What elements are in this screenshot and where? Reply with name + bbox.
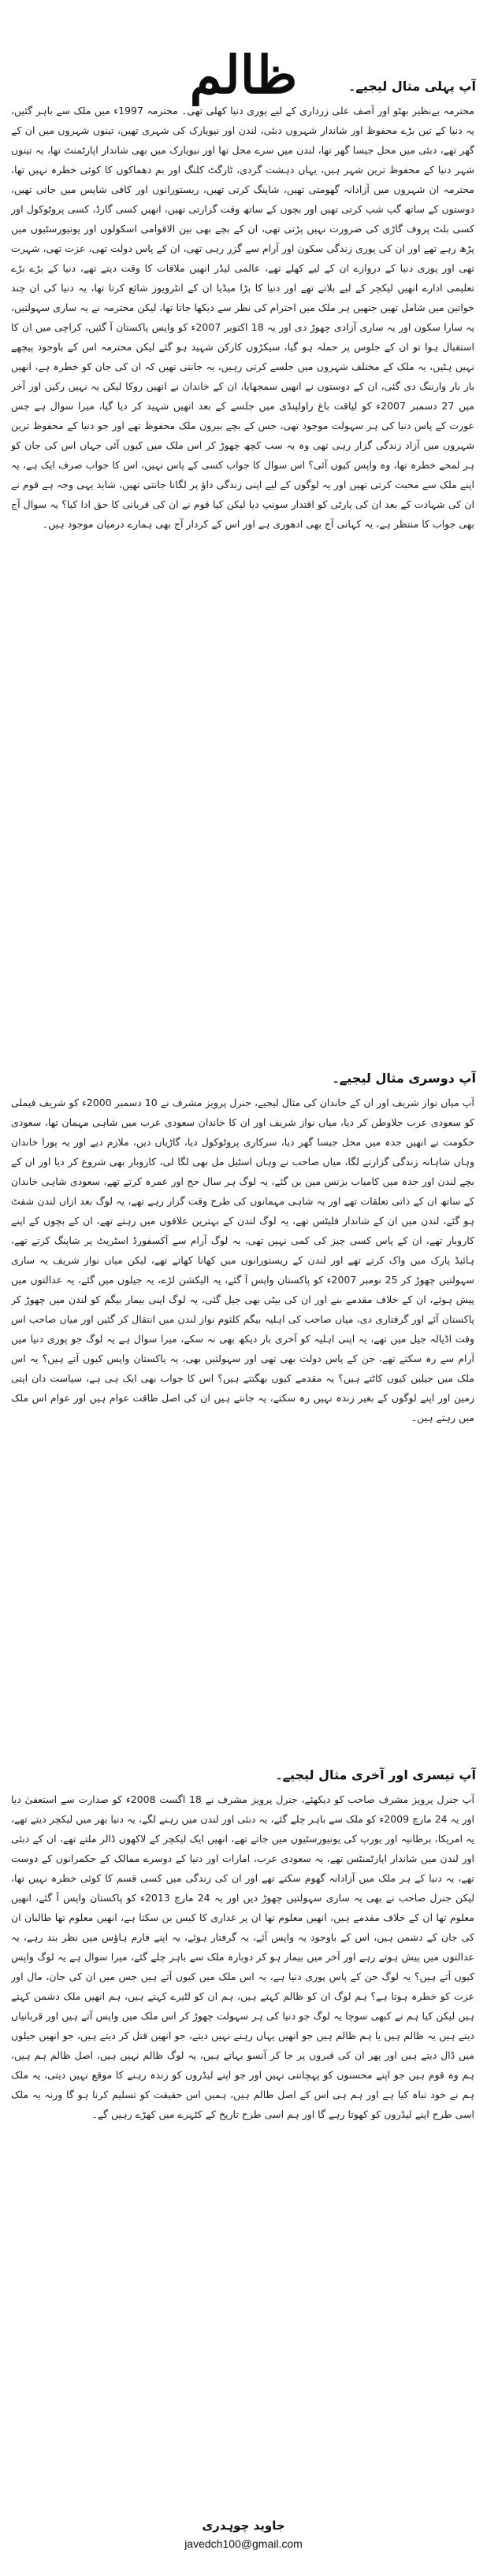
author-email[interactable]: javedch100@gmail.com: [184, 2537, 303, 2550]
section-1-title: آپ پہلی مثال لیجیے۔: [348, 79, 476, 94]
section-2-title: آپ دوسری مثال لیجیے۔: [332, 1071, 476, 1086]
section-2-body: آپ میاں نواز شریف اور ان کے خاندان کی مثال لیجیے، جنرل پرویز مشرف نے 10 دسمبر 2000ء کو شریف فیملی کو سعودی عرب جلاوطن کر دیا، میاں نواز شریف اور ان کا خاندان سعودی عرب میں شاہی مہمان تھا، سعودی حکومت نے انھیں جدہ میں محل جیسا گھر دیا، سرکاری پروٹوکول دیا، گاڑیاں دیں، ملازم دیے اور یہ پورا خاندان وہاں شاہانہ زندگی گزارنے لگا، میاں صاحب نے وہاں اسٹیل مل بھی لگا لی، کاروبار بھی شروع کر دیا اور ان کے بچے لندن اور جدہ میں کامیاب بزنس مین بن گئے، یہ لوگ ہر سال حج اور عمرہ کرتے تھے، سعودی شاہی خاندان کے ساتھ ان کے ذاتی تعلقات تھے اور یہ شاہی مہمانوں کی طرح وقت گزار رہے تھے، یہ لوگ بعد ازاں لندن شفٹ ہو گئے، لندن میں ان کے شاندار فلیٹس تھے، یہ لوگ لندن کے بہترین علاقوں میں رہتے تھے، ان کے بچوں کے اپنے کاروبار تھے، ان کے پاس کسی چیز کی کمی نہیں تھی، یہ لوگ آرام سے آکسفورڈ اسٹریٹ پر شاپنگ کرتے تھے، ہائیڈ پارک میں واک کرتے تھے اور لندن کے ریستورانوں میں کھانا کھاتے تھے، لیکن میاں نواز شریف یہ ساری سہولتیں چھوڑ کر 25 نومبر 2007ء کو پاکستان واپس آ گئے، یہ الیکشن لڑے، یہ جیلوں میں گئے، یہ عدالتوں میں پیش ہوئے، ان کے خلاف مقدمے بنے اور ان کی بیٹی بھی جیل گئی، یہ لوگ اپنی بیمار بیگم کو لندن میں چھوڑ کر پاکستان آئے اور گرفتاری دی، میاں صاحب کی اہلیہ بیگم کلثوم نواز لندن میں انتقال کر گئیں اور میاں صاحب اس وقت اڈیالہ جیل میں تھے، یہ اپنی اہلیہ کو آخری بار دیکھ بھی نہ سکے، میرا سوال ہے یہ لوگ جو پوری دنیا میں آرام سے رہ سکتے تھے، جن کے پاس دولت بھی تھی اور سہولتیں بھی، یہ پاکستان واپس کیوں آتے ہیں؟ یہ اس ملک میں جیلیں کیوں کاٹتے ہیں؟ یہ مقدمے کیوں بھگتتے ہیں؟ اس کا جواب بھی ایک ہی ہے، سیاست دان اپنی زمین اور اپنے لوگوں کے بغیر زندہ نہیں رہ سکتے، یہ جانتے ہیں ان کی اصل طاقت عوام ہیں اور عوام اس ملک میں رہتے ہیں۔: [11, 1097, 474, 1423]
byline: [0, 2516, 487, 2552]
section-3-body: آپ جنرل پرویز مشرف صاحب کو دیکھئے، جنرل پرویز مشرف نے 18 اگست 2008ء کو صدارت سے استعفیٰ دیا اور یہ 24 مارچ 2009ء کو ملک سے باہر چلے گئے، یہ دبئی اور لندن میں رہنے لگے، یہ دنیا بھر میں لیکچر دیتے تھے، یہ امریکا، برطانیہ اور یورپ کی یونیورسٹیوں میں جاتے تھے، انھیں ایک لیکچر کے لاکھوں ڈالر ملتے تھے، ان کے دبئی اور لندن میں شاندار اپارٹمنٹس تھے، یہ سعودی عرب، امارات اور دنیا کے دوسرے ممالک کے حکمرانوں کے دوست تھے، یہ دنیا کے ہر ملک میں آزادانہ گھوم سکتے تھے اور ان کی زندگی میں کسی قسم کا کوئی خطرہ نہیں تھا، لیکن جنرل صاحب نے بھی یہ ساری سہولتیں چھوڑ دیں اور یہ 24 مارچ 2013ء کو پاکستان واپس آ گئے، انھیں معلوم تھا ان کے خلاف مقدمے ہیں، انھیں معلوم تھا ان پر غداری کا کیس بن سکتا ہے، انھیں معلوم تھا طالبان ان کی جان کے دشمن ہیں، اس کے باوجود یہ واپس آئے، یہ گرفتار ہوئے، یہ اپنے فارم ہاؤس میں نظر بند رہے، یہ عدالتوں میں پیش ہوتے رہے اور آخر میں بیمار ہو کر دوبارہ ملک سے باہر چلے گئے، میرا سوال ہے یہ لوگ واپس کیوں آتے ہیں؟ یہ لوگ جن کے پاس پوری دنیا ہے، یہ اس ملک میں کیوں آتے ہیں جس میں ان کی جان، مال اور عزت کو خطرہ ہوتا ہے؟ ہم لوگ ان کو ظالم کہتے ہیں، ہم ان کو لٹیرے کہتے ہیں، ہم انھیں ملک دشمن کہتے ہیں لیکن کیا ہم نے کبھی سوچا یہ لوگ جو دنیا کی ہر سہولت چھوڑ کر اس ملک میں واپس آتے ہیں اور قربانیاں دیتے ہیں یہ ظالم ہیں یا ہم ظالم ہیں جو انھیں یہاں رہنے نہیں دیتے، جو انھیں قتل کر دیتے ہیں، جو انھیں جیلوں میں ڈال دیتے ہیں اور پھر ان کی قبروں پر جا کر آنسو بہاتے ہیں، یہ لوگ ظالم نہیں ہیں، اصل ظالم ہم ہیں، ہم وہ قوم ہیں جو اپنے محسنوں کو پہچانتی نہیں اور جو اپنے لیڈروں کو زندہ رہنے کا موقع نہیں دیتی، یہ ملک ہم نے خود تباہ کیا ہے اور ہم ہی اس کے اصل ظالم ہیں، ہمیں اس حقیقت کو تسلیم کرنا ہو گا ورنہ یہ ملک اسی طرح اپنے لیڈروں کو کھوتا رہے گا اور ہم اسی طرح تاریخ کے کٹہرے میں کھڑے رہیں گے۔: [11, 1793, 474, 2120]
section-1-body: محترمہ بےنظیر بھٹو اور آصف علی زرداری کے لیے پوری دنیا کھلی تھی۔ محترمہ 1997ء میں ملک سے باہر گئیں، یہ دنیا کے تین بڑے محفوظ اور شاندار شہروں دبئی، لندن اور نیویارک کی شہری تھیں، تینوں شہروں میں ان کے گھر تھے، دبئی میں محل جیسا گھر تھا، لندن میں سرے محل تھا اور نیویارک میں بھی شاندار اپارٹمنٹ تھا، یہ تینوں شہر دنیا کے محفوظ ترین شہر ہیں، یہاں دہشت گردی، ٹارگٹ کلنگ اور بم دھماکوں کا کوئی خطرہ نہیں تھا، محترمہ ان شہروں میں آزادانہ گھومتی تھیں، شاپنگ کرتی تھیں، ریستورانوں اور کافی شاپس میں جاتی تھیں، دوستوں کے ساتھ گپ شپ کرتی تھیں اور بچوں کے ساتھ وقت گزارتی تھیں، انھیں کسی گارڈ، کسی پروٹوکول اور کسی بلٹ پروف گاڑی کی ضرورت نہیں پڑتی تھی، ان کے بچے بھی بین الاقوامی اسکولوں اور یونیورسٹیوں میں پڑھ رہے تھے اور ان کی پوری زندگی سکون اور آرام سے گزر رہی تھی، ان کے پاس دولت تھی، عزت تھی، شہرت تھی اور پوری دنیا کے دروازے ان کے لیے کھلے تھے، عالمی لیڈر انھیں ملاقات کا وقت دیتے تھے، دنیا کے بڑے بڑے تعلیمی ادارے انھیں لیکچر کے لیے بلاتے تھے اور دنیا کا بڑا میڈیا ان کے انٹرویوز شائع کرتا تھا، یہ دنیا کی ان چند خواتین میں شامل تھیں جنھیں ہر ملک میں احترام کی نظر سے دیکھا جاتا تھا، لیکن محترمہ نے یہ ساری سہولتیں، یہ سارا سکون اور یہ ساری آزادی چھوڑ دی اور یہ 18 اکتوبر 2007ء کو واپس پاکستان آ گئیں، کراچی میں ان کا استقبال ہوا تو ان کے جلوس پر حملہ ہو گیا، سیکڑوں کارکن شہید ہو گئے لیکن محترمہ اس کے باوجود پیچھے نہیں ہٹیں، یہ ملک کے مختلف شہروں میں جلسے کرتی رہیں، یہ جانتی تھیں کہ ان کی جان کو خطرہ ہے، انھیں بار بار وارننگ دی گئی، ان کے دوستوں نے انھیں سمجھایا، ان کے خاندان نے انھیں روکا لیکن یہ نہیں رکیں اور آخر میں 27 دسمبر 2007ء کو لیاقت باغ راولپنڈی میں جلسے کے بعد انھیں شہید کر دیا گیا، میرا سوال ہے جس عورت کے پاس دنیا کی ہر سہولت موجود تھی، جس کے بچے بیرون ملک محفوظ تھے اور جو دنیا کے محفوظ ترین شہروں میں آزاد زندگی گزار رہی تھی وہ یہ سب کچھ چھوڑ کر اس ملک میں کیوں آئی جہاں اس کی جان کو ہر لمحے خطرہ تھا، وہ واپس کیوں آئی؟ اس سوال کا جواب کسی کے پاس نہیں، اس کا جواب صرف ایک ہے، یہ اپنے ملک سے محبت کرتی تھیں اور یہ لوگوں کے لیے اپنی زندگی داؤ پر لگانا جانتی تھیں، شاید یہی وجہ ہے قوم نے ان کی شہادت کے بعد ان کی پارٹی کو اقتدار سونپ دیا لیکن کیا قوم نے ان کی قربانی کا حق ادا کیا؟ یہ سوال آج بھی جواب کا منتظر ہے، یہ کہانی آج بھی ادھوری ہے اور اس کے کردار آج بھی ہمارے درمیان موجود ہیں۔: [11, 105, 474, 530]
article-headline: ظالم: [189, 44, 298, 106]
section-3-title: آپ تیسری اور آخری مثال لیجیے۔: [275, 1767, 476, 1782]
author-name: جاوید چوہدری: [202, 2519, 285, 2533]
